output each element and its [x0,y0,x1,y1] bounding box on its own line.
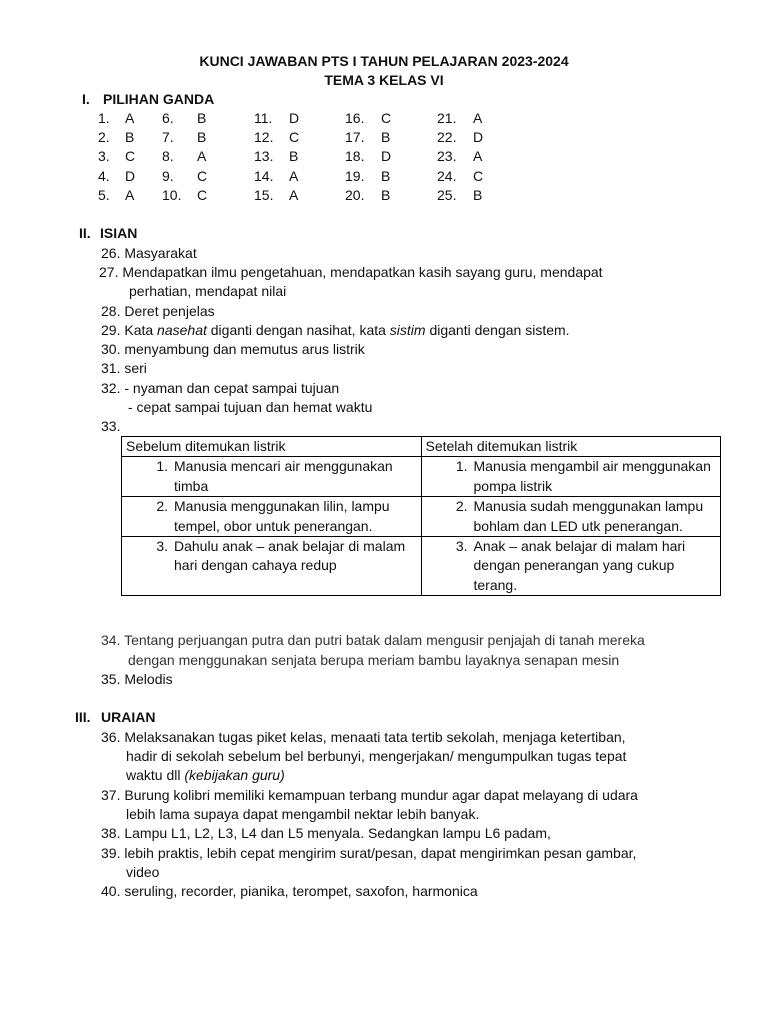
answer-34-line2: dengan menggunakan senjata berupa meriam bambu layaknya senapan mesin [128,652,620,668]
mc-item: 24. C [437,167,484,184]
answer-27-line1: 27. Mendapatkan ilmu pengetahuan, mendapatkan kasih sayang guru, mendapat [99,264,603,280]
mc-item: 21. A [437,110,483,126]
doc-title: KUNCI JAWABAN PTS I TAHUN PELAJARAN 2023-2024 [199,53,569,69]
mc-item: 5. A [98,186,135,203]
mc-item: 20. B [345,186,391,203]
answer-26: 26. Masyarakat [101,245,197,261]
mc-item: 4. D [98,167,136,184]
answer-36-line1: 36. Melaksanakan tugas piket kelas, menaati tata tertib sekolah, menjaga ketertiban, [101,729,626,745]
mc-item: 7. B [162,129,207,146]
answer-27-line2: perhatian, mendapat nilai [129,283,287,299]
table-header-left: Sebelum ditemukan listrik [122,437,422,457]
section-number: I. [82,91,90,107]
mc-column-3 [254,109,299,205]
mc-column-2 [162,109,207,205]
section-number: III. [75,709,91,725]
mc-item: 16. C [345,110,392,126]
mc-item: 11. D [254,110,300,126]
mc-item: 14. A [254,167,299,184]
answer-37-line2: lebih lama supaya dapat mengambil nektar lebih banyak. [126,806,480,822]
mc-column-4 [345,109,391,205]
answer-39-line1: 39. lebih praktis, lebih cepat mengirim surat/pesan, dapat mengirimkan pesan gambar, [101,845,637,861]
mc-item: 13. B [254,148,299,165]
mc-item: 2. B [98,129,135,146]
section-isian [79,225,137,241]
answer-32-line2: - cepat sampai tujuan dan hemat waktu [128,399,373,415]
answer-35: 35. Melodis [101,671,173,687]
mc-item: 6. B [162,110,207,126]
answer-30: 30. menyambung dan memutus arus listrik [101,341,365,357]
mc-item: 8. A [162,148,207,165]
mc-item: 22. D [437,129,484,146]
answer-33-label: 33. [101,418,121,434]
mc-item: 3. C [98,148,136,165]
section-title: PILIHAN GANDA [103,91,215,107]
answer-36-line2: hadir di sekolah sebelum bel berbunyi, mengerjakan/ mengumpulkan tugas tepat [126,748,627,764]
section-uraian [75,709,155,725]
answer-28: 28. Deret penjelas [101,303,215,319]
mc-item: 15. A [254,186,299,203]
mc-item: 17. B [345,129,391,146]
answer-32-line1: 32. - nyaman dan cepat sampai tujuan [101,380,340,396]
mc-item: 23. A [437,148,483,165]
mc-column-1 [98,109,135,205]
answer-31: 31. seri [101,360,147,376]
answer-40: 40. seruling, recorder, pianika, terompet, saxofon, harmonica [101,883,478,899]
comparison-table [121,436,721,596]
mc-item: 18. D [345,148,392,165]
answer-38: 38. Lampu L1, L2, L3, L4 dan L5 menyala. Sedangkan lampu L6 padam, [101,825,551,841]
mc-item: 12. C [254,129,300,146]
table-header-row [122,437,721,457]
mc-item: 19. B [345,167,391,184]
section-pilihan-ganda [82,91,214,107]
mc-item: 10. C [162,186,208,203]
section-title: ISIAN [100,225,138,241]
doc-subtitle: TEMA 3 KELAS VI [324,72,444,88]
table-row: 3. Dahulu anak – anak belajar di malam hari dengan cahaya redup 3. Anak – anak belajar di malam hari dengan penerangan yang cukup terang. [122,537,721,596]
mc-item: 9. C [162,167,208,184]
table-row: 2. Manusia menggunakan lilin, lampu tempel, obor untuk penerangan. 2. Manusia sudah menggunakan lampu bohlam dan LED utk penerangan. [122,497,721,537]
answer-34-line1: 34. Tentang perjuangan putra dan putri batak dalam mengusir penjajah di tanah mereka [101,632,645,648]
table-row: 1. Manusia mencari air menggunakan timba 1. Manusia mengambil air menggunakan pompa listrik [122,457,721,497]
mc-item: 25. B [437,186,483,203]
answer-36-line3: waktu dll (kebijakan guru) [126,767,285,783]
answer-39-line2: video [126,864,160,880]
table-header-right: Setelah ditemukan listrik [421,437,721,457]
mc-column-5 [437,109,483,205]
answer-29: 29. Kata nasehat diganti dengan nasihat, kata sistim diganti dengan sistem. [101,322,570,338]
section-number: II. [79,225,91,241]
section-title: URAIAN [101,709,156,725]
mc-item: 1. A [98,110,135,126]
answer-37-line1: 37. Burung kolibri memiliki kemampuan terbang mundur agar dapat melayang di udara [101,787,638,803]
